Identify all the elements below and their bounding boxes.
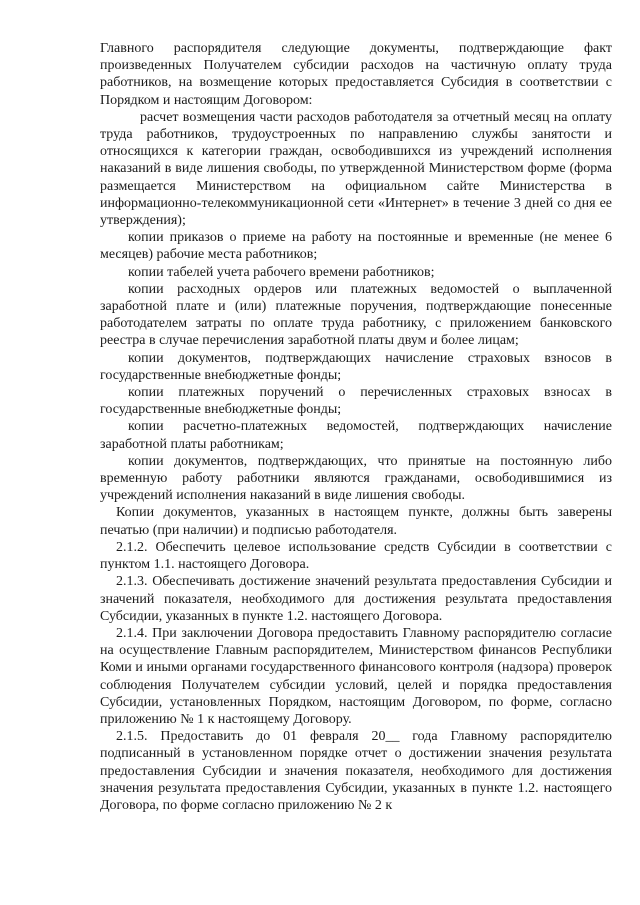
document-body [100, 40, 612, 814]
list-item-hiring-orders: копии приказов о приеме на работу на постоянные и временные (не менее 6 месяцев) рабочие места работников; [100, 230, 612, 263]
list-item-insurance-docs: копии документов, подтверждающих начисление страховых взносов в государственные внебюджетные фонды; [100, 350, 612, 383]
list-item-payment-orders: копии расходных ордеров или платежных ведомостей о выплаченной заработной плате и (или) платежные поручения, подтверждающие понесенные работодателем затраты по оплате труда работнику, с приложением банковского реестра в случае перечисления заработной платы двум и более лицам; [100, 281, 612, 349]
clause-2-1-2: 2.1.2. Обеспечить целевое использование средств Субсидии в соответствии с пунктом 1.1. настоящего Договора. [100, 539, 612, 573]
clause-2-1-3: 2.1.3. Обеспечивать достижение значений результата предоставления Субсидии и значений показателя, необходимого для достижения результата предоставления Субсидии, указанных в пункте 1.2. настоящего Договора. [100, 574, 612, 624]
intro-paragraph: Главного распорядителя следующие документы, подтверждающие факт произведенных Получателем субсидии расходов на частичную оплату труда работников, на возмещение которых предоставляется Субсидия в соответствии с Порядком и настоящим Договором: [100, 41, 612, 108]
clause-2-1-5: 2.1.5. Предоставить до 01 февраля 20__ года Главному распорядителю подписанный в установленном порядке отчет о достижении значения результата предоставления Субсидии и значения показателя, необходимого для достижения значения результата предоставления Субсидии, указанных в пункте 1.2. настоящего Договора, по форме согласно приложению № 2 к [100, 729, 612, 813]
clause-2-1-4: 2.1.4. При заключении Договора предоставить Главному распорядителю согласие на осуществление Главным распорядителем, Министерством финансов Республики Коми и иными органами государственного финансового контроля (надзора) проверок соблюдения Получателем субсидии условий, целей и порядка предоставления Субсидии, установленных Порядком, настоящим Договором, по форме, согласно приложению № 1 к настоящему Договору. [100, 625, 612, 727]
list-item-citizen-status-docs: копии документов, подтверждающих, что принятые на постоянную либо временную работу работники являются гражданами, освободившимися из учреждений исполнения наказаний в виде лишения свободы. [100, 453, 612, 504]
certification-paragraph: Копии документов, указанных в настоящем пункте, должны быть заверены печатью (при наличии) и подписью работодателя. [100, 505, 612, 538]
list-item-payroll-statements: копии расчетно-платежных ведомостей, подтверждающих начисление заработной платы работникам; [100, 419, 612, 452]
list-item-timesheets: копии табелей учета рабочего времени работников; [128, 264, 435, 280]
list-item-insurance-payments: копии платежных поручений о перечисленных страховых взносах в государственные внебюджетные фонды; [100, 385, 612, 418]
list-item-calculation: расчет возмещения части расходов работодателя за отчетный месяц на оплату труда работников, трудоустроенных по направлению службы занятости и относящихся к категории граждан, освободившихся из учреждений исполнения наказаний в виде лишения свободы, по утвержденной Министерством форме (форма размещается Министерством на официальном сайте Министерства в информационно-телекоммуникационной сети «Интернет» в течение 3 дней со дня ее утверждения); [100, 109, 612, 229]
